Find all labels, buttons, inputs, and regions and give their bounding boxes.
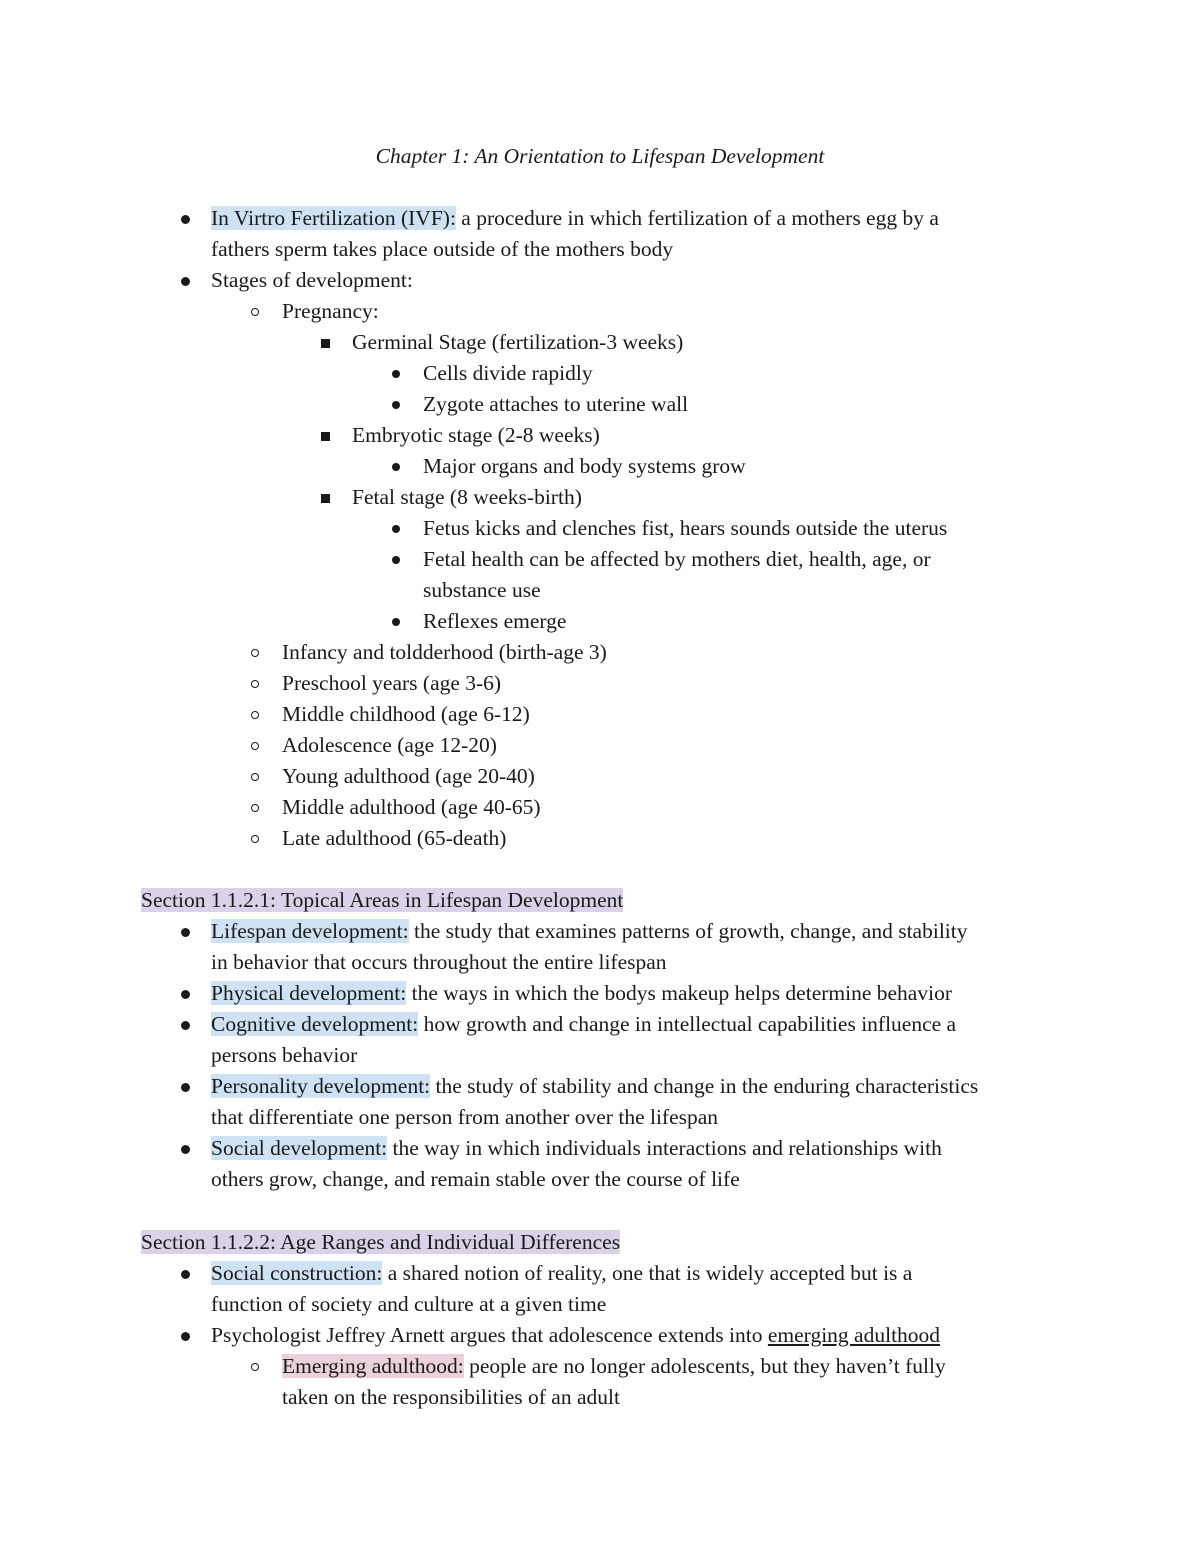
def-physical-1: the ways in which the bodys makeup helps determine behavior	[406, 981, 952, 1005]
bullet-circle-icon	[251, 680, 259, 688]
bullet-circle-icon	[251, 804, 259, 812]
embryotic-item-1: Major organs and body systems grow	[423, 454, 746, 478]
bullet-circle-icon	[251, 773, 259, 781]
def-personality-2: that differentiate one person from another over the lifespan	[211, 1105, 719, 1129]
bullet-disc-icon	[181, 1332, 190, 1341]
bullet-circle-icon	[251, 1363, 259, 1371]
bullet-circle-icon	[251, 742, 259, 750]
section-heading	[141, 885, 623, 916]
fetal-item-2b: substance use	[423, 578, 541, 602]
bullet-disc-icon	[392, 525, 400, 533]
bullet-circle-icon	[251, 835, 259, 843]
section-2-heading: Section 1.1.2.2: Age Ranges and Individual Differences	[141, 1230, 621, 1254]
term-cognitive: Cognitive development:	[211, 1012, 419, 1036]
fetal-item-3: Reflexes emerge	[423, 609, 567, 633]
bullet-disc-icon	[392, 401, 400, 409]
arnett-text: Psychologist Jeffrey Arnett argues that adolescence extends into	[211, 1323, 768, 1347]
germinal-item-2: Zygote attaches to uterine wall	[423, 392, 689, 416]
list-item	[211, 1320, 940, 1351]
bullet-disc-icon	[181, 1145, 190, 1154]
bullet-disc-icon	[392, 463, 400, 471]
page-title: Chapter 1: An Orientation to Lifespan Development	[375, 144, 825, 168]
term-social-construction: Social construction:	[211, 1261, 383, 1285]
bullet-circle-icon	[251, 649, 259, 657]
def-social-construction-1: a shared notion of reality, one that is widely accepted but is a	[382, 1261, 913, 1285]
def-cognitive-1: how growth and change in intellectual capabilities influence a	[418, 1012, 957, 1036]
def-lifespan-2: in behavior that occurs throughout the entire lifespan	[211, 950, 667, 974]
bullet-square-icon	[321, 494, 330, 503]
stage-item: Preschool years (age 3-6)	[282, 671, 502, 695]
stages-label: Stages of development:	[211, 268, 413, 292]
bullet-disc-icon	[392, 556, 400, 564]
term-social: Social development:	[211, 1136, 388, 1160]
term-physical: Physical development:	[211, 981, 407, 1005]
bullet-circle-icon	[251, 308, 259, 316]
term-personality: Personality development:	[211, 1074, 431, 1098]
bullet-disc-icon	[392, 370, 400, 378]
bullet-disc-icon	[181, 1021, 190, 1030]
list-item	[282, 1351, 946, 1382]
germinal-item-1: Cells divide rapidly	[423, 361, 593, 385]
section-heading	[141, 1227, 620, 1258]
stage-item: Young adulthood (age 20-40)	[282, 764, 535, 788]
def-lifespan-1: the study that examines patterns of growth, change, and stability	[408, 919, 968, 943]
stage-item: Late adulthood (65-death)	[282, 826, 507, 850]
def-emerging-2: taken on the responsibilities of an adult	[282, 1385, 620, 1409]
fetal-stage: Fetal stage (8 weeks-birth)	[352, 485, 582, 509]
fetal-item-1: Fetus kicks and clenches fist, hears sounds outside the uterus	[423, 516, 948, 540]
bullet-circle-icon	[251, 711, 259, 719]
list-item	[211, 1071, 978, 1102]
ivf-line-1	[211, 203, 939, 234]
bullet-disc-icon	[181, 928, 190, 937]
term-lifespan: Lifespan development:	[211, 919, 409, 943]
bullet-disc-icon	[181, 277, 190, 286]
list-item	[211, 916, 968, 947]
def-emerging-1: people are no longer adolescents, but they haven’t fully	[463, 1354, 946, 1378]
bullet-square-icon	[321, 339, 330, 348]
stage-item: Middle childhood (age 6-12)	[282, 702, 530, 726]
list-item	[211, 1133, 942, 1164]
def-ivf-2: fathers sperm takes place outside of the mothers body	[211, 237, 674, 261]
list-item	[211, 1009, 956, 1040]
stage-item: Middle adulthood (age 40-65)	[282, 795, 541, 819]
bullet-disc-icon	[181, 215, 190, 224]
def-social-construction-2: function of society and culture at a given time	[211, 1292, 607, 1316]
def-ivf-1: a procedure in which fertilization of a mothers egg by a	[455, 206, 939, 230]
list-item	[211, 1258, 912, 1289]
embryotic-stage: Embryotic stage (2-8 weeks)	[352, 423, 600, 447]
bullet-disc-icon	[181, 990, 190, 999]
term-emerging-adulthood: Emerging adulthood:	[282, 1354, 464, 1378]
bullet-disc-icon	[181, 1270, 190, 1279]
def-social-2: others grow, change, and remain stable over the course of life	[211, 1167, 740, 1191]
stage-item: Infancy and toldderhood (birth-age 3)	[282, 640, 607, 664]
bullet-square-icon	[321, 432, 330, 441]
stage-item: Adolescence (age 12-20)	[282, 733, 497, 757]
bullet-disc-icon	[181, 1083, 190, 1092]
emerging-adulthood-underline: emerging adulthood	[767, 1323, 941, 1347]
list-item	[211, 978, 952, 1009]
pregnancy-label: Pregnancy:	[282, 299, 379, 323]
section-1-heading: Section 1.1.2.1: Topical Areas in Lifespan Development	[141, 888, 624, 912]
bullet-disc-icon	[392, 618, 400, 626]
def-personality-1: the study of stability and change in the enduring characteristics	[430, 1074, 979, 1098]
germinal-stage: Germinal Stage (fertilization-3 weeks)	[352, 330, 684, 354]
fetal-item-2a: Fetal health can be affected by mothers diet, health, age, or	[423, 547, 931, 571]
def-social-1: the way in which individuals interactions and relationships with	[387, 1136, 942, 1160]
term-ivf: In Virtro Fertilization (IVF):	[211, 206, 456, 230]
def-cognitive-2: persons behavior	[211, 1043, 358, 1067]
